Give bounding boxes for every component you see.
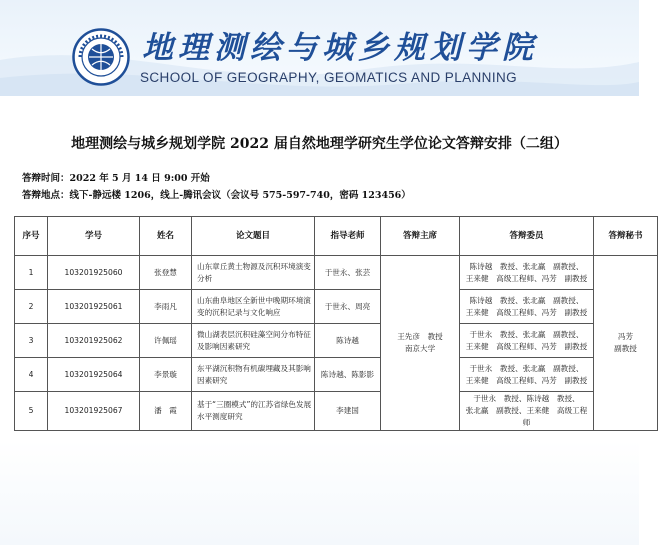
defense-schedule-table — [14, 216, 658, 431]
cell-topic: 东平湖沉积物有机碳埋藏及其影响因素研究 — [192, 358, 315, 392]
header-committee: 答辩委员 — [460, 217, 594, 256]
school-name-english: SCHOOL OF GEOGRAPHY, GEOMATICS AND PLANNING — [140, 70, 518, 85]
cell-student-id: 103201925064 — [48, 358, 140, 392]
cell-student-id: 103201925062 — [48, 324, 140, 358]
cell-name: 潘 霞 — [140, 392, 192, 431]
cell-name: 李雨凡 — [140, 290, 192, 324]
header-name: 姓名 — [140, 217, 192, 256]
cell-student-id: 103201925061 — [48, 290, 140, 324]
cell-advisor: 陈诗越 — [315, 324, 381, 358]
cell-name: 张登慧 — [140, 256, 192, 290]
header-secretary: 答辩秘书 — [594, 217, 658, 256]
cell-name: 李景璇 — [140, 358, 192, 392]
cell-chair — [381, 256, 460, 431]
secretary-name: 冯芳 — [617, 332, 634, 341]
table-row — [15, 256, 658, 290]
university-seal-icon — [72, 28, 130, 86]
cell-committee — [460, 256, 594, 290]
page-header — [0, 0, 639, 96]
committee-line: 于世永 教授、张北赢 副教授、 — [469, 363, 584, 373]
cell-no: 1 — [15, 256, 48, 290]
cell-no: 2 — [15, 290, 48, 324]
cell-advisor: 陈诗越、陈影影 — [315, 358, 381, 392]
cell-committee — [460, 392, 594, 431]
header-topic: 论文题目 — [192, 217, 315, 256]
cell-advisor: 于世永、周亮 — [315, 290, 381, 324]
secretary-title: 副教授 — [614, 344, 637, 353]
defense-time: 答辩时间：2022 年 5 月 14 日 9:00 开始 — [22, 173, 210, 184]
cell-student-id: 103201925067 — [48, 392, 140, 431]
table-row — [15, 290, 658, 324]
cell-no: 3 — [15, 324, 48, 358]
committee-line: 王来健 高级工程师、冯芳 副教授 — [465, 341, 588, 351]
table-header-row — [15, 217, 658, 256]
cell-committee — [460, 358, 594, 392]
committee-line: 王来健 高级工程师、冯芳 副教授 — [465, 307, 588, 317]
table-row — [15, 358, 658, 392]
school-name-chinese: 地理测绘与城乡规划学院 — [142, 30, 538, 66]
cell-student-id: 103201925060 — [48, 256, 140, 290]
chair-affiliation: 南京大学 — [404, 344, 436, 353]
cell-name: 许佩瑶 — [140, 324, 192, 358]
cell-secretary — [594, 256, 658, 431]
committee-line: 陈诗越 教授、张北赢 副教授、 — [469, 261, 584, 271]
cell-no: 4 — [15, 358, 48, 392]
cell-committee — [460, 290, 594, 324]
defense-place: 答辩地点：线下-静远楼 1206，线上-腾讯会议（会议号 575-597-740，密码 123456） — [22, 190, 411, 201]
header-no: 序号 — [15, 217, 48, 256]
header-advisor: 指导老师 — [315, 217, 381, 256]
cell-topic: 基于“三圈模式”的江苏省绿色发展水平测度研究 — [192, 392, 315, 431]
committee-line: 于世永 教授、张北赢 副教授、 — [469, 329, 584, 339]
cell-topic: 山东章丘黄土物源及沉积环境演变分析 — [192, 256, 315, 290]
cell-advisor: 李建国 — [315, 392, 381, 431]
cell-no: 5 — [15, 392, 48, 431]
chair-name: 王先彦 教授 — [397, 332, 443, 341]
table-row — [15, 324, 658, 358]
committee-line: 王来健 高级工程师、冯芳 副教授 — [465, 273, 588, 283]
header-student-id: 学号 — [48, 217, 140, 256]
page-footer-band — [0, 440, 639, 545]
committee-line: 张北赢 副教授、王来健 高级工程师 — [465, 406, 588, 427]
cell-advisor: 于世永、张芸 — [315, 256, 381, 290]
cell-committee — [460, 324, 594, 358]
cell-topic: 山东曲阜地区全新世中晚期环境演变的沉积记录与文化响应 — [192, 290, 315, 324]
committee-line: 王来健 高级工程师、冯芳 副教授 — [465, 375, 588, 385]
table-row — [15, 392, 658, 431]
committee-line: 于世永 教授、陈诗越 教授、 — [473, 394, 580, 403]
cell-topic: 微山湖表层沉积硅藻空间分布特征及影响因素研究 — [192, 324, 315, 358]
committee-line: 陈诗越 教授、张北赢 副教授、 — [469, 295, 584, 305]
header-chair: 答辩主席 — [381, 217, 460, 256]
document-title: 地理测绘与城乡规划学院 2022 届自然地理学研究生学位论文答辩安排（二组） — [71, 136, 568, 152]
